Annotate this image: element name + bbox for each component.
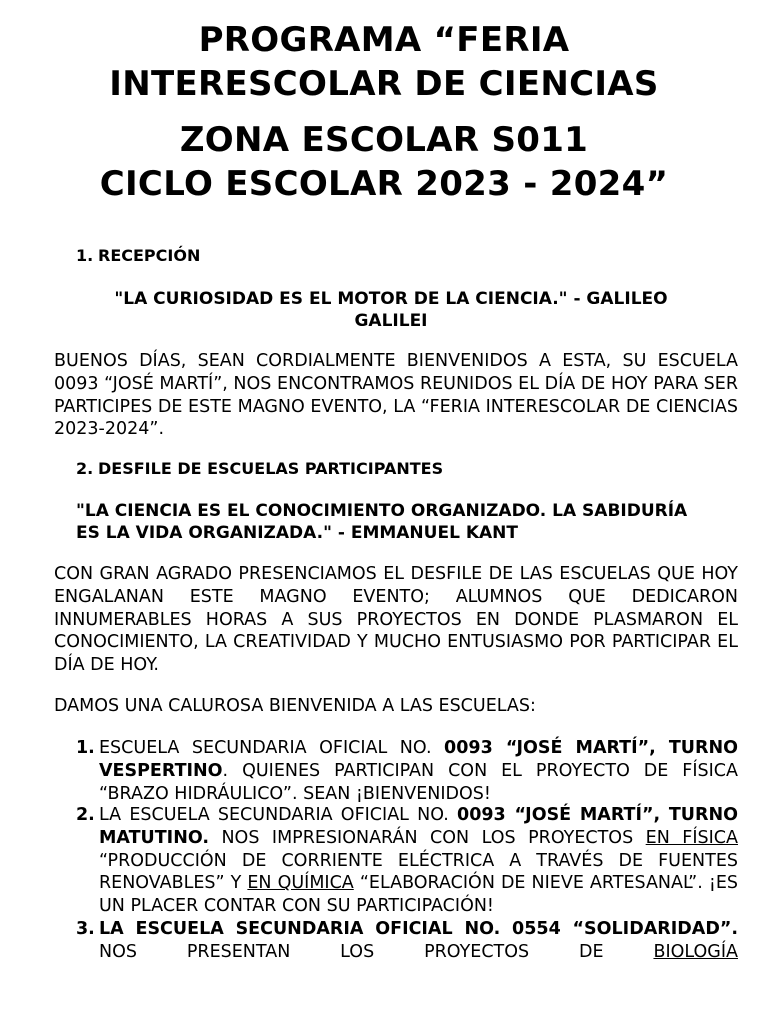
text-run: LA ESCUELA SECUNDARIA OFICIAL NO. [99,805,458,825]
subject-label: BIOLOGÍA [653,941,738,962]
paragraph-bienvenida: DAMOS UNA CALUROSA BIENVENIDA A LAS ESCUELAS: [54,696,536,716]
document-title [40,18,728,106]
text-run: “ELABORACIÓN DE NIEVE ARTESANAL”. ¡ES UN PLACER CONTAR CON SU PARTICIPACIÓN! [99,873,739,917]
school-name: LA ESCUELA SECUNDARIA OFICIAL NO. 0554 “SOLIDARIDAD”. [99,919,738,939]
subject-label: EN QUÍMICA [247,873,354,894]
subject-label: EN FÍSICA [645,827,738,848]
section-heading-text: DESFILE DE ESCUELAS PARTICIPANTES [98,459,444,478]
quote-kant: "LA CIENCIA ES EL CONOCIMIENTO ORGANIZADO. LA SABIDURÍA ES LA VIDA ORGANIZADA." - EMMANUEL KANT [76,501,688,543]
list-item-text [99,804,738,918]
text-run: “PRODUCCIÓN DE CORRIENTE ELÉCTRICA A TRAVÉS DE FUENTES RENOVABLES” Y [99,850,738,894]
title-line-2: INTERESCOLAR DE CIENCIAS [109,64,659,104]
paragraph-welcome: BUENOS DÍAS, SEAN CORDIALMENTE BIENVENIDOS A ESTA, SU ESCUELA 0093 “JOSÉ MARTÍ”, NOS ENCONTRAMOS REUNIDOS EL DÍA DE HOY PARA SER PARTICIPES DE ESTE MAGNO EVENTO, LA “FERIA INTERESCOLAR DE CIENCIAS 2023-2024”. [54,351,738,440]
text-run: ESCUELA SECUNDARIA OFICIAL NO. [99,738,445,758]
quote-galileo: "LA CURIOSIDAD ES EL MOTOR DE LA CIENCIA." - GALILEO GALILEI [114,289,668,331]
text-run: NOS PRESENTAN LOS PROYECTOS DE [99,941,654,962]
text-run: . QUIENES PARTICIPAN CON EL PROYECTO DE FÍSICA “BRAZO HIDRÁULICO”. SEAN ¡BIENVENIDOS! [99,760,738,804]
list-item [76,918,738,964]
list-item-text [99,918,738,964]
section-number: 2. [76,459,94,478]
section-heading-text: RECEPCIÓN [98,246,201,265]
title-line-1: PROGRAMA “FERIA [198,20,570,60]
title-line-4: CICLO ESCOLAR 2023 - 2024” [99,164,669,204]
text-run: NOS IMPRESIONARÁN CON LOS PROYECTOS [208,827,646,848]
paragraph-desfile: CON GRAN AGRADO PRESENCIAMOS EL DESFILE DE LAS ESCUELAS QUE HOY ENGALANAN ESTE MAGNO EVENTO; ALUMNOS QUE DEDICARON INNUMERABLES HORAS A SUS PROYECTOS EN DONDE PLASMARON EL CONOCIMIENTO, LA CREATIVIDAD Y MUCHO ENTUSIASMO POR PARTICIPAR EL DÍA DE HOY. [54,564,738,676]
section-heading-recepcion [76,246,200,266]
school-name: 0093 “JOSÉ MARTÍ”, TURNO VESPERTINO [99,738,738,781]
title-line-3: ZONA ESCOLAR S011 [179,120,589,160]
section-number: 1. [76,246,94,265]
section-heading-desfile [76,459,443,479]
list-item-number: 3. [76,919,95,939]
list-item-number: 1. [76,738,95,758]
list-item [76,804,738,918]
list-item-number: 2. [76,805,95,825]
school-name: 0093 “JOSÉ MARTÍ”, TURNO MATUTINO. [99,805,738,848]
list-item-text [99,737,738,805]
list-item [76,737,738,805]
document-subtitle [40,118,728,206]
